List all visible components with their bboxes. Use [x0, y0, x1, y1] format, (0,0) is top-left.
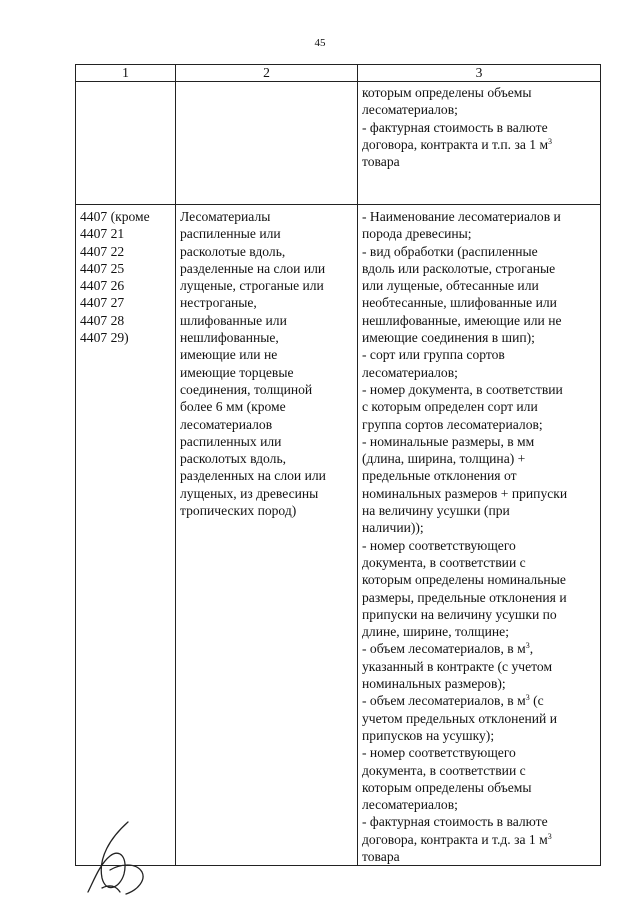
- code-line: 4407 27: [80, 295, 125, 311]
- text-line: лесоматериалов: [180, 416, 273, 432]
- document-table: [75, 64, 601, 866]
- text-line: тропических пород): [180, 503, 297, 519]
- text-line: которым определены номинальные: [362, 572, 566, 588]
- text-line: - вид обработки (распиленные: [362, 243, 538, 259]
- text-line: - номер соответствующего: [362, 745, 516, 761]
- text-line: - фактурная стоимость в валюте: [362, 814, 548, 830]
- text-line: размеры, предельные отклонения и: [362, 589, 567, 605]
- superscript: 3: [547, 831, 552, 841]
- column-header-3: 3: [358, 65, 601, 82]
- text-line: которым определены объемы: [362, 85, 532, 100]
- text-line: - Наименование лесоматериалов и: [362, 209, 561, 224]
- text-line: документа, в соответствии с: [362, 762, 526, 778]
- text-line: документа, в соответствии с: [362, 554, 526, 570]
- text-line: наличии));: [362, 520, 424, 536]
- text-line: длине, ширине, толщине;: [362, 624, 509, 640]
- code-line: 4407 28: [80, 312, 125, 328]
- text-line: разделенных на слои или: [180, 468, 326, 484]
- text-line: имеющие торцевые: [180, 364, 294, 380]
- text-line: имеющие соединения в шип);: [362, 330, 535, 346]
- code-line: 4407 (кроме: [80, 209, 150, 224]
- text-line: которым определены объемы: [362, 779, 532, 795]
- text-line: - номер соответствующего: [362, 537, 516, 553]
- text-line: (длина, ширина, толщина) +: [362, 451, 526, 467]
- text-line: договора, контракта и т.д. за 1 $м^3$: [362, 831, 552, 847]
- table-header-row: [76, 65, 601, 82]
- text-line: договора, контракта и т.п. за 1 $м^3$: [362, 136, 553, 152]
- code-line: 4407 26: [80, 278, 125, 294]
- text-line: вдоль или расколотые, строганые: [362, 260, 556, 276]
- text-line: группа сортов лесоматериалов;: [362, 416, 543, 432]
- text-line: - сорт или группа сортов: [362, 347, 505, 363]
- text-line: порода древесины;: [362, 226, 472, 242]
- text-line: припусков на усушку);: [362, 727, 495, 743]
- text-line: товара: [362, 848, 400, 864]
- column-header-2: 2: [176, 65, 358, 82]
- cell-requirements-continuation: [358, 82, 601, 205]
- text-line: учетом предельных отклонений и: [362, 710, 557, 726]
- text-line: нестроганые,: [180, 295, 257, 311]
- text-line: лесоматериалов;: [362, 797, 458, 813]
- handwritten-signature: [80, 818, 160, 900]
- superscript: 3: [548, 136, 553, 146]
- text-line: - объем лесоматериалов, в $м^3$,: [362, 641, 534, 657]
- text-line: нешлифованные, имеющие или не: [362, 312, 562, 328]
- text-line: лесоматериалов;: [362, 102, 458, 118]
- text-line: припуски на величину усушки по: [362, 606, 557, 622]
- text-line: предельные отклонения от: [362, 468, 517, 484]
- text-line: указанный в контракте (с учетом: [362, 658, 553, 674]
- superscript: 3: [525, 693, 530, 703]
- cell-description: [176, 205, 358, 866]
- text-line: - номинальные размеры, в мм: [362, 433, 535, 449]
- text-line: распиленные или: [180, 226, 281, 242]
- text-line: расколотые вдоль,: [180, 243, 286, 259]
- text-line: соединения, толщиной: [180, 381, 313, 397]
- cell-description-empty: [176, 82, 358, 205]
- text-line: лущеные, строганые или: [180, 278, 324, 294]
- code-line: 4407 25: [80, 260, 125, 276]
- text-line: распиленных или: [180, 433, 282, 449]
- table-row-continuation: [76, 82, 601, 205]
- code-line: 4407 21: [80, 226, 125, 242]
- code-line: 4407 29): [80, 330, 129, 346]
- text-line: расколотых вдоль,: [180, 451, 287, 467]
- text-line: с которым определен сорт или: [362, 399, 538, 415]
- text-line: шлифованные или: [180, 312, 287, 328]
- column-header-1: 1: [76, 65, 176, 82]
- text-line: - объем лесоматериалов, в $м^3$ (с: [362, 693, 544, 709]
- text-line: товара: [362, 154, 400, 170]
- superscript: 3: [525, 641, 530, 651]
- text-line: номинальных размеров);: [362, 676, 506, 692]
- text-line: - фактурная стоимость в валюте: [362, 119, 548, 135]
- text-line: нешлифованные,: [180, 330, 279, 346]
- text-line: - номер документа, в соответствии: [362, 381, 563, 397]
- text-line: разделенные на слои или: [180, 260, 326, 276]
- text-line: номинальных размеров + припуски: [362, 485, 568, 501]
- text-line: более 6 мм (кроме: [180, 399, 286, 415]
- text-line: на величину усушки (при: [362, 503, 510, 519]
- text-line: лущеных, из древесины: [180, 485, 319, 501]
- code-line: 4407 22: [80, 243, 125, 259]
- cell-requirements: [358, 205, 601, 866]
- page-number: 45: [314, 37, 326, 49]
- text-line: лесоматериалов;: [362, 364, 458, 380]
- text-line: необтесанные, шлифованные или: [362, 295, 557, 311]
- text-line: или лущеные, обтесанные или: [362, 278, 539, 294]
- cell-code-empty: [76, 82, 176, 205]
- text-line: Лесоматериалы: [180, 209, 271, 224]
- cell-code: [76, 205, 176, 866]
- text-line: имеющие или не: [180, 347, 278, 363]
- table-row-4407: [76, 205, 601, 866]
